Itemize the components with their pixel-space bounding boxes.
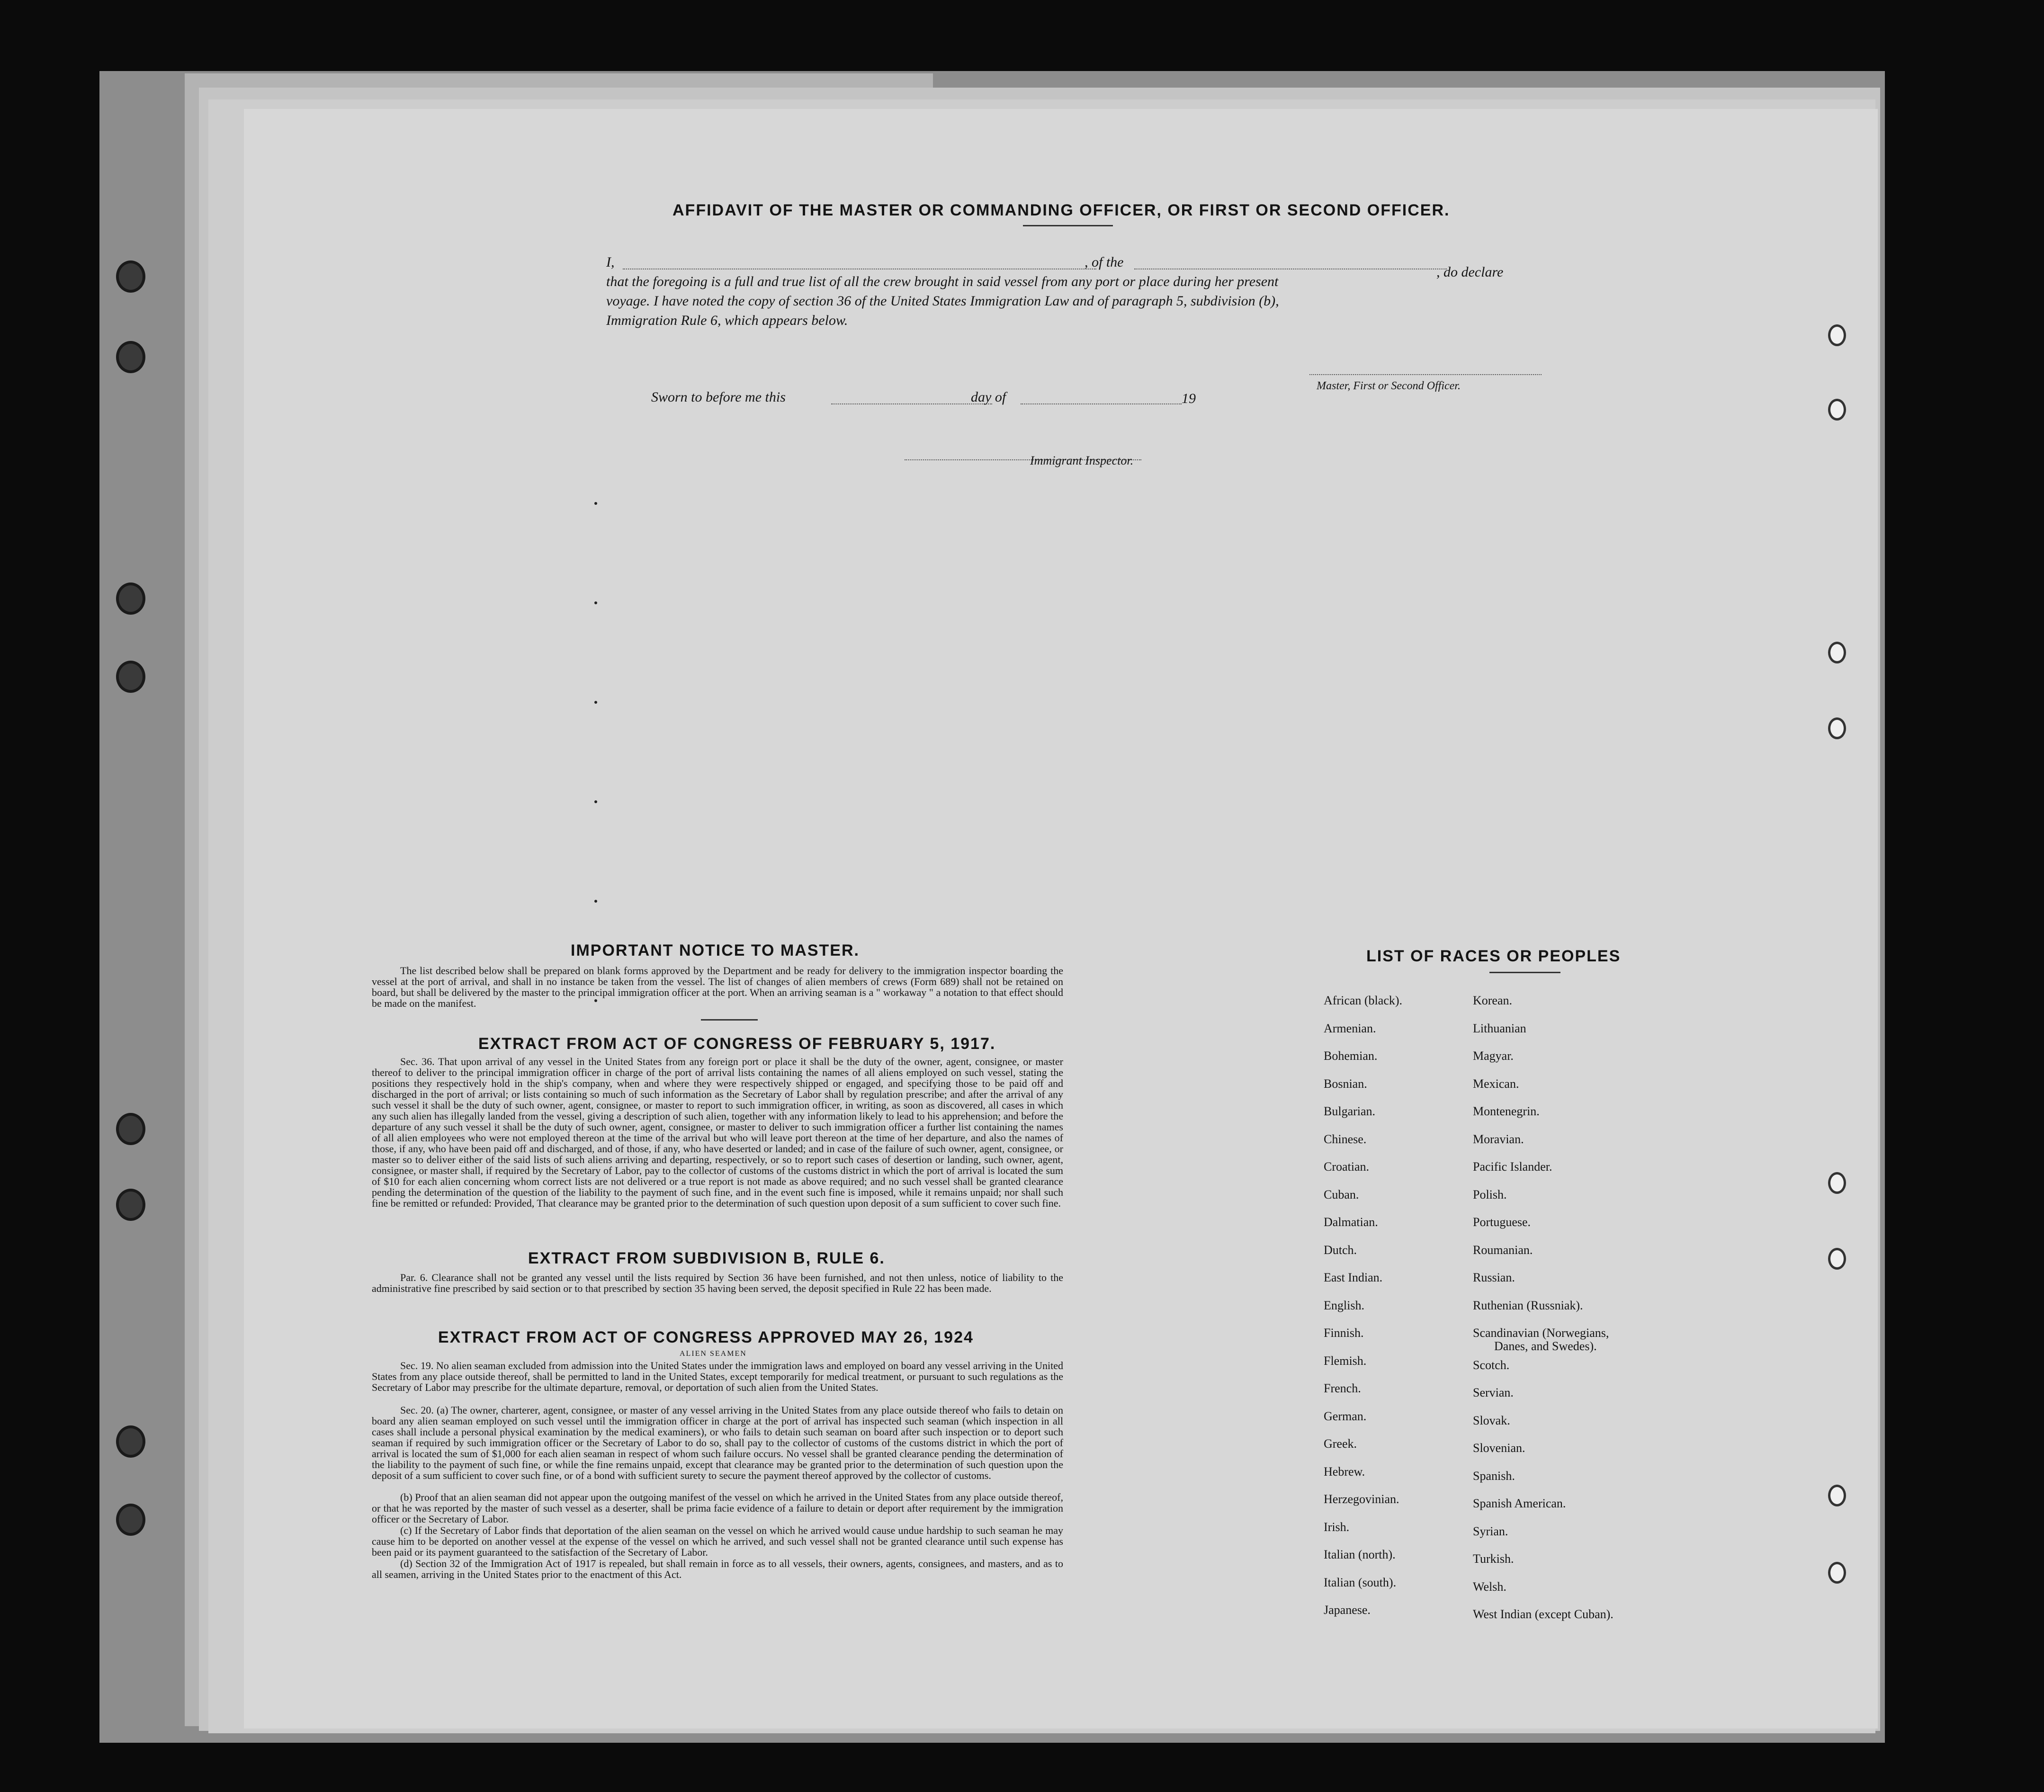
sworn-label: Sworn to before me this — [651, 389, 786, 405]
binder-hole — [116, 341, 145, 373]
column-mark — [594, 502, 597, 505]
race-item: Roumanian. — [1473, 1243, 1533, 1257]
column-mark — [594, 900, 597, 903]
race-item: German. — [1324, 1409, 1367, 1423]
column-mark — [594, 701, 597, 704]
rule6-body: Par. 6. Clearance shall not be granted any vessel until the lists required by Section 36 have been furnished, and not then unless, notice of liability to the administrative fine prescribed by said section or to that prescribed by section 35 having been served, the deposit specified in Rule 22 has been made. — [372, 1272, 1063, 1294]
race-item: Bulgarian. — [1324, 1104, 1376, 1118]
divider — [1023, 225, 1113, 226]
race-item: Finnish. — [1324, 1326, 1364, 1340]
race-item: Croatian. — [1324, 1160, 1370, 1174]
day-of-label: day of — [971, 389, 1006, 405]
race-item: Slovak. — [1473, 1413, 1510, 1427]
binder-hole — [116, 1113, 145, 1145]
race-item: Russian. — [1473, 1271, 1515, 1284]
punch-hole — [1828, 1248, 1846, 1270]
race-item: Spanish American. — [1473, 1496, 1566, 1510]
race-item: Spanish. — [1473, 1469, 1515, 1483]
punch-hole — [1828, 1172, 1846, 1194]
race-item: Slovenian. — [1473, 1441, 1525, 1455]
race-item: Syrian. — [1473, 1524, 1508, 1538]
race-item: Irish. — [1324, 1520, 1350, 1534]
column-mark — [594, 601, 597, 604]
extract-1924-sec20a: Sec. 20. (a) The owner, charterer, agent, consignee, or master of any vessel arriving in the United States from any place outside thereof who fails to detain on board any alien seaman employed on such vessel until the immigration officer in charge at the port of arrival has inspected such seaman (which inspection in all cases shall include a personal physical examination by the medical examiners), or who fails to detain such seaman on board after such inspection or to deport such seaman if required by such immigration officer or the Secretary of Labor to do so, shall pay to the collector of customs of the customs district in which the port of arrival is located the sum of $1,000 for each alien seaman in respect of whom such failure occurs. No vessel shall be granted clearance pending the determination of the liability to the payment of such fine, or while the fine remains unpaid, except that clearance may be granted prior to the determination of such question upon the deposit of a sum sufficient to cover such fine, or of a bond with sufficient surety to secure the payment thereof approved by the collector of customs. — [372, 1404, 1063, 1481]
punch-hole — [1828, 642, 1846, 663]
race-item: French. — [1324, 1381, 1361, 1395]
race-item: Polish. — [1473, 1187, 1507, 1201]
affidavit-title: AFFIDAVIT OF THE MASTER OR COMMANDING OFFICER, OR FIRST OR SECOND OFFICER. — [672, 201, 1450, 219]
affidavit-i-label: I, — [606, 254, 615, 270]
sworn-month-blank[interactable] — [1021, 403, 1182, 404]
race-item: Bosnian. — [1324, 1076, 1367, 1091]
race-item: Armenian. — [1324, 1021, 1376, 1035]
extract-1924-sec20d: (d) Section 32 of the Immigration Act of 1917 is repealed, but shall remain in force as to all vessels, their owners, agents, consignees, and masters, and as to all seamen, arriving in the United States prior to the enactment of this Act. — [372, 1558, 1063, 1580]
affidavit-of-the-label: , of the — [1085, 254, 1124, 270]
race-item: Portuguese. — [1473, 1215, 1531, 1229]
extract-1917-body: Sec. 36. That upon arrival of any vessel in the United States from any foreign port or place it shall be the duty of the owner, agent, consignee, or master thereof to deliver to the principal immigration officer in charge of the port of arrival lists containing the names of all aliens employed on such vessel, stating the positions they respectively hold in the ship's company, when and where they were respectively shipped or engaged, and specifying those to be paid off and discharged in the port of arrival; or lists containing so much of such information as the Secretary of Labor shall by regulation prescribe; and after the arrival of any such vessel it shall be the duty of such owner, agent, consignee, or master to report to such immigration officer, in writing, as soon as discovered, all cases in which any such alien has illegally landed from the vessel, giving a description of such alien, together with any information likely to lead to his apprehension; and before the departure of any such vessel it shall be the duty of such owner, agent, consignee, or master to deliver to such immigration officer a further list containing the names of all alien employees who were not employed thereon at the time of the arrival but who will leave port thereon at the time of her departure, and also the names of those, if any, who have been paid off and discharged, and of those, if any, who have deserted or landed; and in case of the failure of such owner, agent, consignee, or master so to deliver either of the said lists of such aliens arriving and departing, respectively, or so to report such cases of desertion or landing, such owner, agent, consignee, or master shall, if required by the Secretary of Labor, pay to the collector of customs of the customs district in which the port of arrival is located the sum of $10 for each alien concerning whom correct lists are not delivered or a true report is not made as above required; and no such vessel shall be granted clearance pending the determination of the question of the liability to the payment of such fine, and in the event such fine is imposed, while it remains unpaid; nor shall such fine be remitted or refunded: Provided, That clearance may be granted prior to the determination of such question upon deposit of a sum sufficient to cover such fine. — [372, 1056, 1063, 1209]
race-item: Lithuanian — [1473, 1021, 1526, 1035]
race-item: Pacific Islander. — [1473, 1160, 1552, 1174]
year-label: 19 — [1182, 391, 1196, 406]
punch-hole — [1828, 1562, 1846, 1584]
notice-title: IMPORTANT NOTICE TO MASTER. — [571, 941, 860, 959]
binder-hole — [116, 1504, 145, 1536]
extract-1917-title: EXTRACT FROM ACT OF CONGRESS OF FEBRUARY 5, 1917. — [478, 1035, 996, 1053]
extract-1924-title: EXTRACT FROM ACT OF CONGRESS APPROVED MAY 26, 1924 — [438, 1328, 974, 1346]
race-item: West Indian (except Cuban). — [1473, 1607, 1614, 1621]
race-item: Servian. — [1473, 1386, 1514, 1399]
punch-hole — [1828, 717, 1846, 739]
race-item: Italian (south). — [1324, 1575, 1397, 1589]
race-item: Hebrew. — [1324, 1464, 1365, 1478]
race-item: Cuban. — [1324, 1187, 1359, 1201]
race-item: Japanese. — [1324, 1603, 1371, 1617]
race-item: Bohemian. — [1324, 1049, 1378, 1063]
race-item: Scandinavian (Norwegians, — [1473, 1326, 1609, 1340]
master-signature-line[interactable] — [1309, 374, 1542, 375]
affidavit-do-declare: , do declare — [1436, 264, 1504, 280]
race-item: Scotch. — [1473, 1358, 1510, 1372]
extract-1924-sec19: Sec. 19. No alien seaman excluded from admission into the United States under the immigration laws and employed on board any vessel arriving in the United States from any place outside thereof, shall be permitted to land in the United States, except temporarily for medical treatment, or pursuant to such regulations as the Secretary of Labor may prescribe for the ultimate departure, removal, or deportation of such alien from the United States. — [372, 1360, 1063, 1393]
race-item: Montenegrin. — [1473, 1104, 1540, 1118]
divider — [701, 1019, 758, 1021]
race-item: Dutch. — [1324, 1243, 1357, 1257]
race-item: Turkish. — [1473, 1552, 1514, 1566]
notice-body: The list described below shall be prepared on blank forms approved by the Department and be ready for delivery to the immigration inspector boarding the vessel at the port of arrival, and shall in no instance be taken from the vessel. The list of changes of alien members of crews (Form 689) shall not be retained on board, but shall be delivered by the master to the principal immigration officer at the port. When an arriving seaman is a " workaway " a notation to that effect should be made on the manifest. — [372, 965, 1063, 1009]
race-item: Italian (north). — [1324, 1548, 1396, 1561]
rule6-title: EXTRACT FROM SUBDIVISION B, RULE 6. — [528, 1249, 885, 1267]
binder-hole — [116, 661, 145, 693]
punch-hole — [1828, 1485, 1846, 1506]
race-item: Welsh. — [1473, 1579, 1506, 1594]
binder-hole — [116, 1425, 145, 1458]
race-item: Mexican. — [1473, 1076, 1519, 1091]
race-item: Moravian. — [1473, 1132, 1524, 1146]
affidavit-text-line: that the foregoing is a full and true list of all the crew brought in said vessel from any port or place during her present — [606, 274, 1279, 289]
race-item: East Indian. — [1324, 1271, 1383, 1284]
race-item: Chinese. — [1324, 1132, 1367, 1146]
race-item: Danes, and Swedes). — [1494, 1339, 1597, 1353]
binder-hole — [116, 260, 145, 293]
race-item: Greek. — [1324, 1437, 1357, 1451]
race-item: African (black). — [1324, 994, 1403, 1007]
race-item: Korean. — [1473, 994, 1513, 1007]
affidavit-text-line: voyage. I have noted the copy of section 36 of the United States Immigration Law and of paragraph 5, subdivision (b), — [606, 293, 1279, 309]
document-page — [244, 109, 1878, 1729]
divider — [1489, 972, 1560, 973]
affidavit-text-line: Immigration Rule 6, which appears below. — [606, 313, 848, 328]
races-title: LIST OF RACES OR PEOPLES — [1366, 947, 1621, 965]
extract-1924-sec20c: (c) If the Secretary of Labor finds that deportation of the alien seaman on the vessel on which he arrived would cause undue hardship to such seaman he may cause him to be deported on another vessel at the expense of the vessel on which he arrived, and such vessel shall not be granted clearance until such expense has been paid or its payment guaranteed to the satisfaction of the Secretary of Labor. — [372, 1524, 1063, 1558]
binder-hole — [116, 1189, 145, 1221]
master-signature-label: Master, First or Second Officer. — [1317, 380, 1461, 392]
alien-seamen-subtitle: ALIEN SEAMEN — [680, 1350, 747, 1358]
inspector-label: Immigrant Inspector. — [1030, 454, 1134, 467]
column-mark — [594, 800, 597, 803]
sworn-day-blank[interactable] — [831, 403, 992, 404]
punch-hole — [1828, 324, 1846, 346]
race-item: Dalmatian. — [1324, 1215, 1378, 1229]
extract-1924-sec20b: (b) Proof that an alien seaman did not appear upon the outgoing manifest of the vessel on which he arrived in the United States from any place outside thereof, or that he was reported by the master of such vessel as a deserter, shall be prima facie evidence of a failure to detain or deport after requirement by the immigration officer or the Secretary of Labor. — [372, 1491, 1063, 1525]
race-item: Herzegovinian. — [1324, 1492, 1399, 1506]
race-item: English. — [1324, 1298, 1364, 1312]
binder-hole — [116, 582, 145, 615]
punch-hole — [1828, 399, 1846, 421]
race-item: Flemish. — [1324, 1353, 1367, 1368]
race-item: Magyar. — [1473, 1049, 1514, 1063]
race-item: Ruthenian (Russniak). — [1473, 1298, 1583, 1312]
